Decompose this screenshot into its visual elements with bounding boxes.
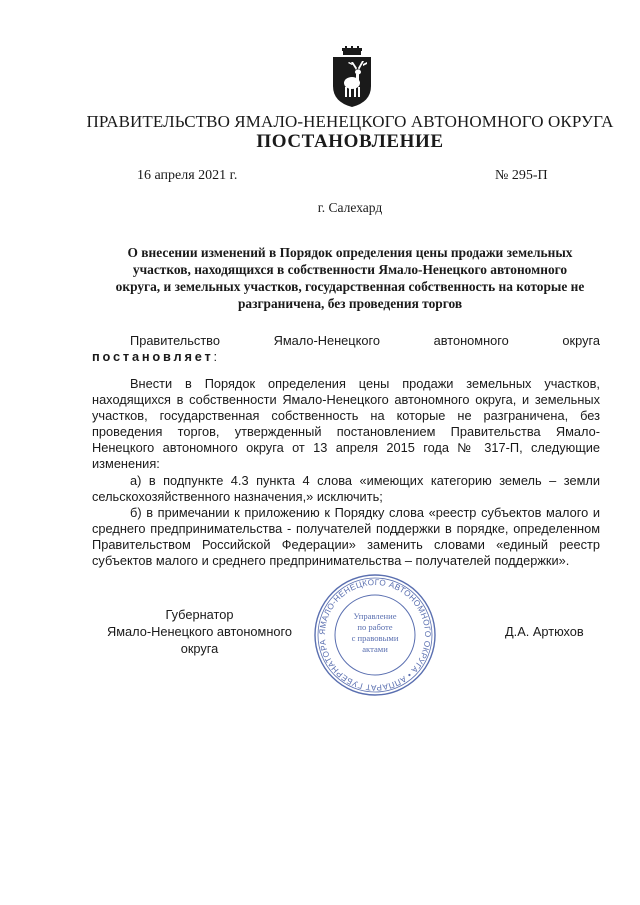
stamp-inner-line: актами: [362, 644, 388, 654]
preamble: [92, 333, 600, 365]
document-date: 16 апреля 2021 г.: [137, 168, 238, 183]
preamble-decree: [92, 349, 600, 365]
preamble-word: автономного: [433, 333, 509, 348]
preamble-word: округа: [562, 333, 600, 348]
body-intro: Внести в Порядок определения цены продажи земельных участков, находящихся в собственности Ямало-Ненецкого автономного округа, и земельных участков, государственная собственность на которые не разграничена, без проведения торгов, утвержденный постановлением Правительства Ямало-Ненецкого автономного округа от 13 апреля 2015 года № 317-П, следующие изменения:: [92, 376, 600, 472]
body-item-b: б) в примечании к приложению к Порядку слова «реестр субъектов малого и среднего предпринимательства - получателей поддержки в порядке, определенном Правительством Российской Федерации» заменить словами «единый реестр субъектов малого и среднего предпринимательства – получателей поддержки».: [92, 504, 600, 569]
preamble-line: [92, 333, 600, 349]
document-title: О внесении изменений в Порядок определения цены продажи земельных участков, находящихся в собственности Ямало-Ненецкого автономного округа, и земельных участков, государственная собственность на которые не разграничена, без проведения торгов: [115, 245, 585, 311]
body-item-a: а) в подпункте 4.3 пункта 4 слова «имеющих категорию земель – земли сельскохозяйственного назначения,» исключить;: [92, 472, 600, 504]
preamble-word: Ямало-Ненецкого: [273, 333, 380, 348]
document-number: № 295-П: [495, 168, 548, 183]
document-type: ПОСТАНОВЛЕНИЕ: [256, 131, 444, 152]
stamp-inner-line: с правовыми: [351, 633, 399, 643]
signature-name: Д.А. Артюхов: [505, 624, 584, 639]
stamp-inner-line: Управление: [353, 611, 397, 621]
government-name: ПРАВИТЕЛЬСТВО ЯМАЛО-НЕНЕЦКОГО АВТОНОМНОГО ОКРУГА: [86, 112, 614, 131]
stamp-ring-text: ЯМАЛО-НЕНЕЦКОГО АВТОНОМНОГО ОКРУГА • АППАРАТ ГУБЕРНАТОРА: [317, 577, 433, 693]
decree-colon: :: [213, 349, 218, 364]
yamal-coat-of-arms-icon: [330, 46, 374, 108]
decree-word: постановляет: [92, 349, 214, 364]
signature-position: [92, 606, 307, 657]
stamp-inner-line: по работе: [357, 622, 393, 632]
signature-position-line: Ямало-Ненецкого автономного округа: [106, 624, 293, 656]
official-stamp: [312, 572, 438, 698]
signature-position-line: Губернатор: [165, 607, 234, 622]
document-city: г. Салехард: [317, 200, 383, 215]
preamble-word: Правительство: [130, 333, 220, 348]
document-body: [92, 376, 600, 569]
